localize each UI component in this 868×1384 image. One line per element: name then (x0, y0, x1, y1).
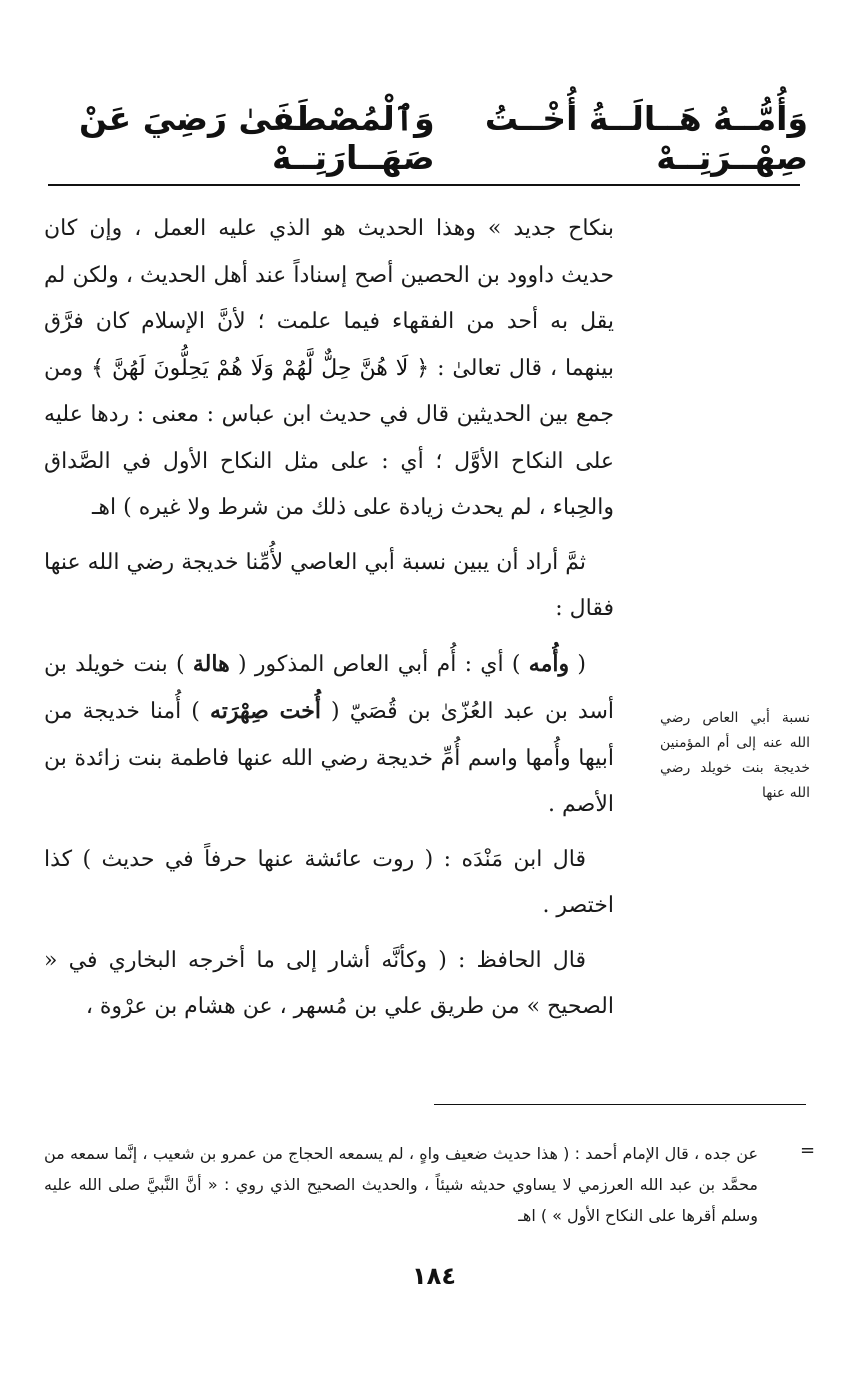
main-body-text (44, 206, 614, 1039)
matn-word-2: هالة (192, 650, 230, 677)
paragraph-3-text-1: ) أي : أُم أبي العاص المذكور ( (229, 651, 529, 677)
footnote-text: عن جده ، قال الإمام أحمد : ( هذا حديث ضعيف واهٍ ، لم يسمعه الحجاج من عمرو بن شعيب ، إنَّما سمعه من محمَّد بن عبد الله العرزمي لا يساوي حديثه شيئاً ، والحديث الصحيح الذي روي : « أنَّ النَّبيَّ صلى الله عليه وسلم أقرها على النكاح الأول » ) اهـ (44, 1144, 758, 1225)
matn-word-1: وأُمه (528, 650, 570, 677)
verse-header (28, 99, 808, 177)
paragraph-3-open: ( (569, 651, 586, 677)
paragraph-3-text-2: ) بنت خويلد بن أسد بن عبد العُزّىٰ بن قُصَيّ ( (44, 651, 615, 724)
verse-hemistich-right: وَأُمُّــهُ هَــالَــةُ أُخْــتُ صِهْــرَتِــهْ (484, 99, 808, 177)
paragraph-2: ثمَّ أراد أن يبين نسبة أبي العاصي لأُمِّنا خديجة رضي الله عنها فقال : (44, 549, 614, 621)
paragraph-3 (44, 641, 614, 829)
quran-quote: ﴿ لَا هُنَّ حِلٌّ لَّهُمْ وَلَا هُمْ يَحِلُّونَ لَهُنَّ ﴾ (91, 355, 430, 381)
paragraph-4: قال ابن مَنْدَه : ( روت عائشة عنها حرفاً في حديث ) كذا اختصر . (44, 846, 614, 918)
margin-note: نسبة أبي العاص رضي الله عنه إلى أم المؤمنين خديجة بنت خويلد رضي الله عنها (660, 710, 810, 801)
footnote-divider (434, 1104, 806, 1105)
verse-hemistich-left: وَٱلْمُصْطَفَىٰ رَضِيَ عَنْ صَهَــارَتِــهْ (78, 99, 435, 177)
paragraph-5: قال الحافظ : ( وكأنَّه أشار إلى ما أخرجه البخاري في « الصحيح » من طريق علي بن مُسهر ، عن هشام بن عرْوة ، (44, 947, 614, 1019)
paragraph-1-text-b: ومن جمع بين الحديثين قال في حديث ابن عباس : معنى : ردها عليه على النكاح الأوَّل ؛ أي : على مثل النكاح الأول في الصَّداق والحِباء ، لم يحدث زيادة على ذلك من شرط ولا غيره ) اهـ (44, 355, 614, 520)
footnote-continuation-marker: = (800, 1140, 816, 1161)
paragraph-1-text-a: بنكاح جديد » وهذا الحديث هو الذي عليه العمل ، وإن كان حديث داوود بن الحصين أصح إسناداً عند أهل الحديث ، ولكن لم يقل به أحد من الفقهاء فيما علمت ؛ لأنَّ الإسلام كان فرَّق بينهما ، قال تعالىٰ : (44, 216, 615, 381)
paragraph-3-text-3: ) أُمنا خديجة من أبيها وأُمها واسم أُمِّ خديجة رضي الله عنها فاطمة بنت زائدة بن الأصم . (44, 699, 614, 817)
page-number: ١٨٤ (412, 1262, 456, 1290)
header-divider (48, 184, 800, 186)
paragraph-1 (44, 206, 614, 532)
matn-word-3: أُخت صِهْرَته (209, 698, 321, 724)
